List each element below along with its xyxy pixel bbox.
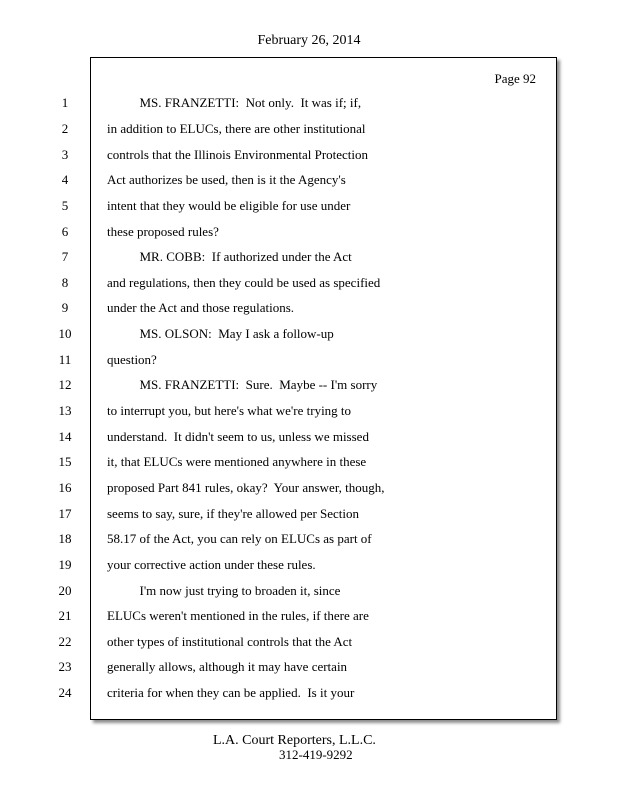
line-text: to interrupt you, but here's what we're trying to [107, 403, 352, 418]
line-number: 3 [61, 147, 69, 162]
line-number: 22 [58, 634, 72, 649]
line-text: MS. FRANZETTI: Sure. Maybe -- I'm sorry [107, 377, 378, 392]
line-number: 11 [58, 352, 72, 367]
line-text: MS. FRANZETTI: Not only. It was if; if, [107, 95, 362, 110]
line-text: MS. OLSON: May I ask a follow-up [107, 326, 334, 341]
line-number: 10 [58, 326, 72, 341]
line-number: 7 [61, 249, 69, 264]
line-number: 16 [58, 480, 72, 495]
line-number: 17 [58, 506, 72, 521]
line-text: proposed Part 841 rules, okay? Your answer, though, [107, 480, 385, 495]
line-number: 4 [61, 172, 69, 187]
line-text: and regulations, then they could be used as specified [107, 275, 381, 290]
line-text: ELUCs weren't mentioned in the rules, if there are [107, 608, 369, 623]
line-text: criteria for when they can be applied. Is it your [107, 685, 355, 700]
line-text: in addition to ELUCs, there are other institutional [107, 121, 366, 136]
line-text: under the Act and those regulations. [107, 300, 295, 315]
line-text: I'm now just trying to broaden it, since [107, 583, 341, 598]
line-number: 14 [58, 429, 72, 444]
line-number: 8 [61, 275, 69, 290]
line-number: 12 [58, 377, 72, 392]
line-number: 21 [58, 608, 72, 623]
line-text: controls that the Illinois Environmental Protection [107, 147, 369, 162]
line-text: intent that they would be eligible for use under [107, 198, 351, 213]
line-text: it, that ELUCs were mentioned anywhere in these [107, 454, 367, 469]
footer-company: L.A. Court Reporters, L.L.C. [213, 733, 376, 748]
line-text: seems to say, sure, if they're allowed per Section [107, 506, 360, 521]
page-number: Page 92 [494, 71, 536, 86]
line-number: 6 [61, 224, 69, 239]
line-number: 24 [58, 685, 72, 700]
line-number: 1 [61, 95, 69, 110]
line-text: Act authorizes be used, then is it the Agency's [107, 172, 346, 187]
line-number: 5 [61, 198, 69, 213]
header-date: February 26, 2014 [257, 33, 361, 48]
line-number: 9 [61, 300, 69, 315]
line-number: 23 [58, 659, 72, 674]
line-number: 19 [58, 557, 72, 572]
line-number: 20 [58, 583, 72, 598]
line-text: these proposed rules? [107, 224, 219, 239]
line-number: 13 [58, 403, 72, 418]
line-text: your corrective action under these rules. [107, 557, 316, 572]
line-text: question? [107, 352, 157, 367]
line-text: understand. It didn't seem to us, unless we missed [107, 429, 369, 444]
line-number: 18 [58, 531, 72, 546]
line-text: generally allows, although it may have certain [107, 659, 348, 674]
line-number: 15 [58, 454, 72, 469]
line-number: 2 [61, 121, 69, 136]
line-text: other types of institutional controls that the Act [107, 634, 353, 649]
line-text: 58.17 of the Act, you can rely on ELUCs as part of [107, 531, 372, 546]
footer-phone: 312-419-9292 [279, 747, 353, 762]
line-text: MR. COBB: If authorized under the Act [107, 249, 352, 264]
